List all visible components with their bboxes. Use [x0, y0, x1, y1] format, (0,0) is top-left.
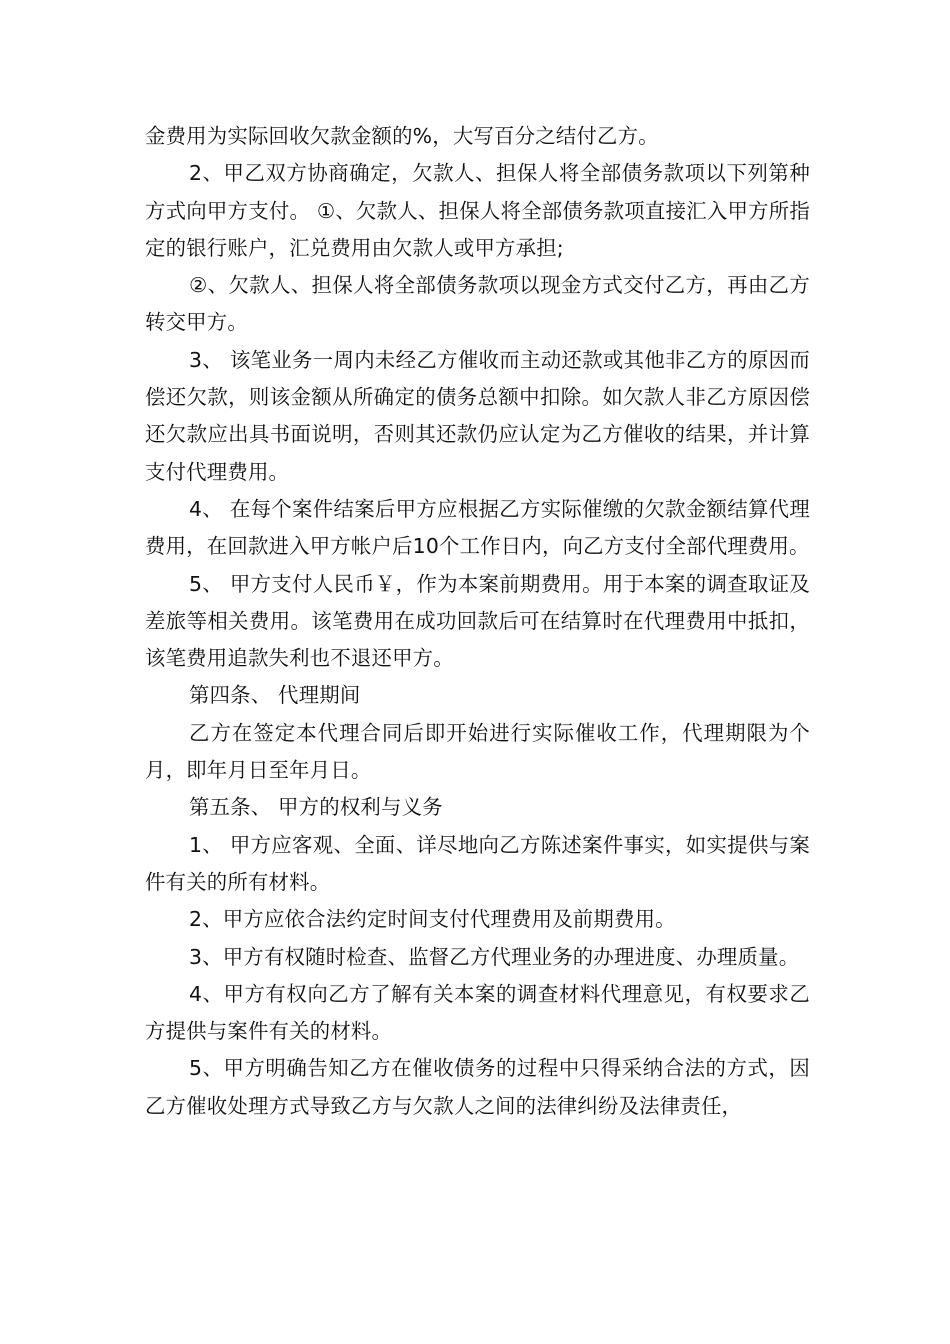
paragraph-clause-5: 5、 甲方支付人民币￥，作为本案前期费用。用于本案的调查取证及差旅等相关费用。该笔费用在成功回款后可在结算时在代理费用中抵扣，该笔费用追款失利也不退还甲方。 — [145, 571, 810, 671]
paragraph-clause-payment-method: 2、甲乙双方协商确定，欠款人、担保人将全部债务款项以下列第种方式向甲方支付。 ①、欠款人、担保人将全部债务款项直接汇入甲方所指定的银行账户，汇兑费用由欠款人或甲方承担; — [145, 161, 810, 260]
document-body — [145, 118, 810, 1125]
paragraph-fee-continuation: 金费用为实际回收欠款金额的%，大写百分之结付乙方。 — [145, 124, 659, 148]
paragraph-agency-period: 乙方在签定本代理合同后即开始进行实际催收工作，代理期限为个月，即年月日至年月日。 — [145, 720, 810, 783]
paragraph-obligation-3: 3、甲方有权随时检查、监督乙方代理业务的办理进度、办理质量。 — [189, 944, 800, 969]
paragraph-clause-4: 4、 在每个案件结案后甲方应根据乙方实际催缴的欠款金额结算代理费用，在回款进入甲方帐户后10个工作日内，向乙方支付全部代理费用。 — [145, 496, 810, 559]
paragraph-obligation-2: 2、甲方应依合法约定时间支付代理费用及前期费用。 — [189, 907, 676, 932]
paragraph-obligation-5: 5、甲方明确告知乙方在催收债务的过程中只得采纳合法的方式，因乙方催收处理方式导致乙方与欠款人之间的法律纠纷及法律责任， — [145, 1056, 810, 1118]
paragraph-obligation-1: 1、 甲方应客观、全面、详尽地向乙方陈述案件事实，如实提供与案件有关的所有材料。 — [145, 832, 810, 894]
section-heading-article-5: 第五条、 甲方的权利与义务 — [189, 795, 443, 820]
paragraph-obligation-4: 4、甲方有权向乙方了解有关本案的调查材料代理意见，有权要求乙方提供与案件有关的材料。 — [145, 981, 810, 1044]
paragraph-clause-cash-payment: ②、欠款人、担保人将全部债务款项以现金方式交付乙方，再由乙方转交甲方。 — [145, 273, 810, 335]
section-heading-article-4: 第四条、 代理期间 — [189, 683, 361, 708]
paragraph-clause-3: 3、 该笔业务一周内未经乙方催收而主动还款或其他非乙方的原因而偿还欠款，则该金额从所确定的债务总额中扣除。如欠款人非乙方原因偿还欠款应出具书面说明，否则其还款仍应认定为乙方催收的结果，并计算支付代理费用。 — [145, 347, 810, 484]
